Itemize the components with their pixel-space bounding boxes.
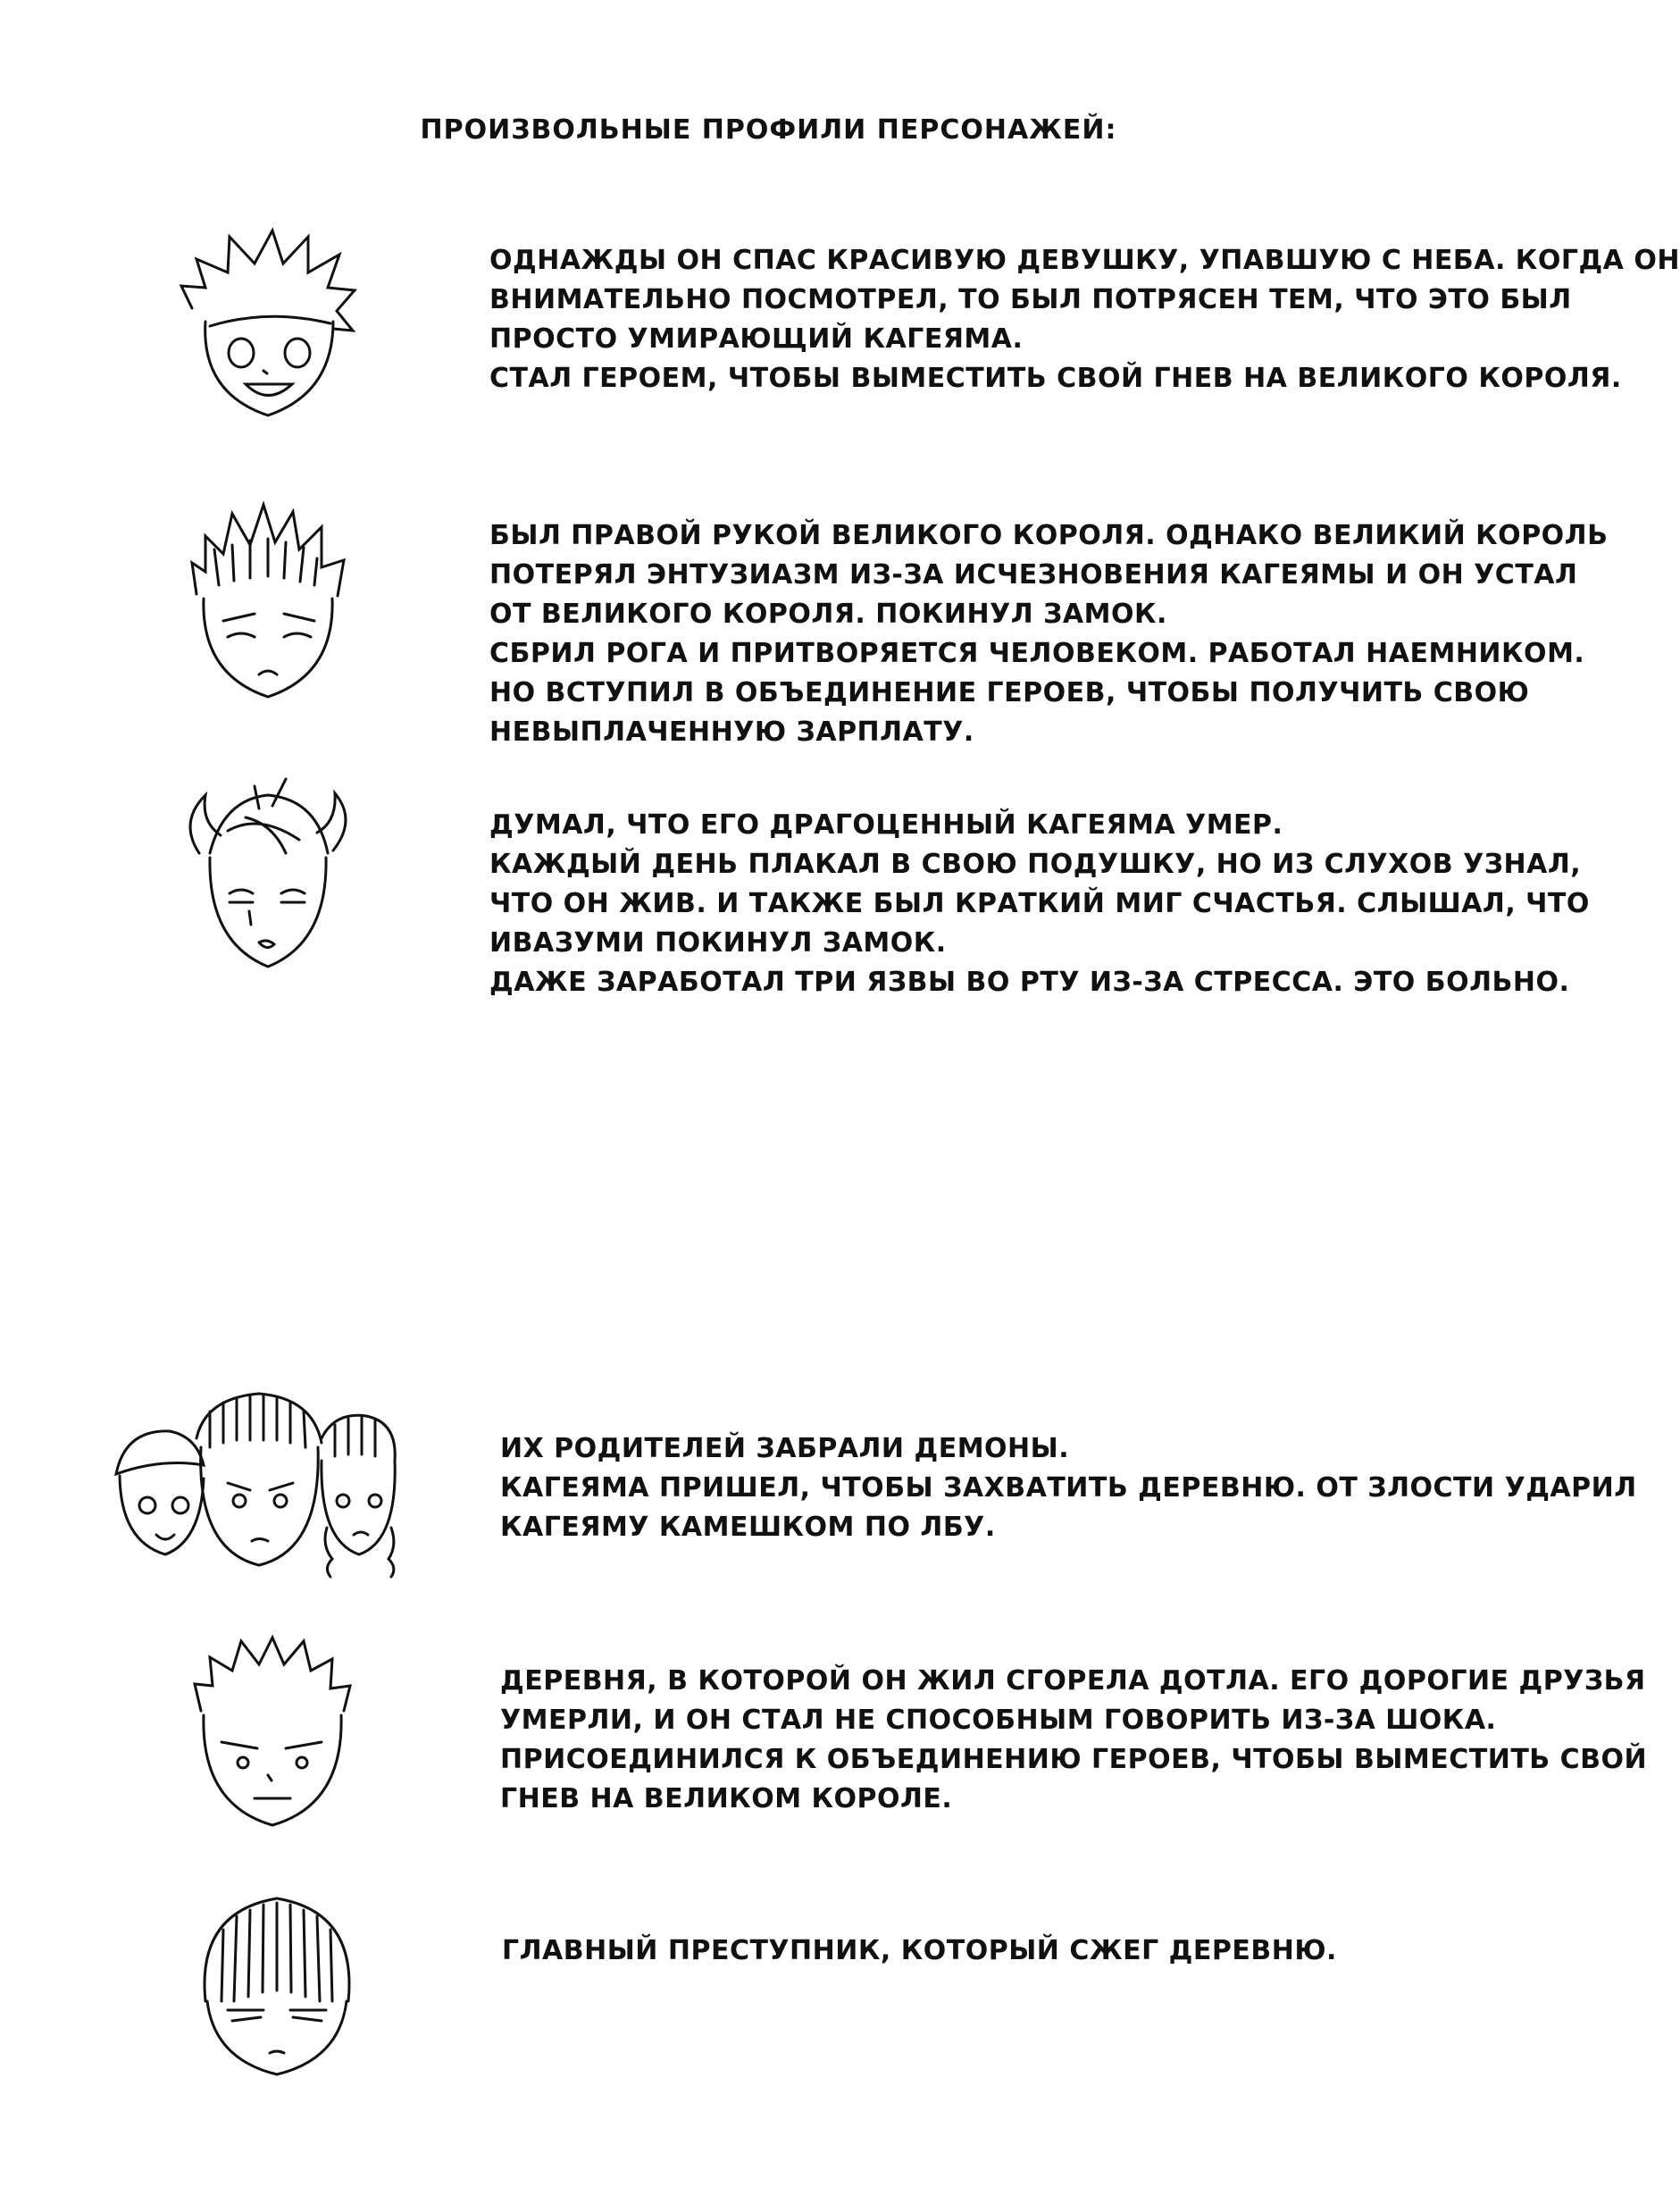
culprit-portrait [188, 1876, 366, 2082]
profile-2-line: НЕВЫПЛАЧЕННУЮ ЗАРПЛАТУ. [489, 716, 974, 748]
profile-2-line: ОТ ВЕЛИКОГО КОРОЛЯ. ПОКИНУЛ ЗАМОК. [489, 599, 1167, 630]
page-title: ПРОИЗВОЛЬНЫЕ ПРОФИЛИ ПЕРСОНАЖЕЙ: [420, 114, 1117, 146]
profile-4-line: ИХ РОДИТЕЛЕЙ ЗАБРАЛИ ДЕМОНЫ. [500, 1433, 1070, 1464]
profile-5-line: ДЕРЕВНЯ, В КОТОРОЙ ОН ЖИЛ СГОРЕЛА ДОТЛА. ЕГО ДОРОГИЕ ДРУЗЬЯ [500, 1665, 1646, 1697]
profile-6-bio [502, 1931, 1337, 1971]
profile-5-line: ПРИСОЕДИНИЛСЯ К ОБЪЕДИНЕНИЮ ГЕРОЕВ, ЧТОБЫ ВЫМЕСТИТЬ СВОЙ [500, 1744, 1648, 1775]
profile-1-line: ПРОСТО УМИРАЮЩИЙ КАГЕЯМА. [489, 323, 1024, 355]
three-kids-portrait [107, 1376, 411, 1581]
profile-3-line: ДАЖЕ ЗАРАБОТАЛ ТРИ ЯЗВЫ ВО РТУ ИЗ-ЗА СТРЕССА. ЭТО БОЛЬНО. [489, 967, 1570, 998]
profile-4-bio [500, 1429, 1637, 1547]
profile-2-line: НО ВСТУПИЛ В ОБЪЕДИНЕНИЕ ГЕРОЕВ, ЧТОБЫ ПОЛУЧИТЬ СВОЮ [489, 677, 1530, 708]
profile-1-bio [489, 241, 1680, 398]
profile-4-line: КАГЕЯМА ПРИШЕЛ, ЧТОБЫ ЗАХВАТИТЬ ДЕРЕВНЮ. ОТ ЗЛОСТИ УДАРИЛ [500, 1472, 1637, 1504]
profile-3-line: ИВАЗУМИ ПОКИНУЛ ЗАМОК. [489, 927, 947, 959]
profile-1-line: ОДНАЖДЫ ОН СПАС КРАСИВУЮ ДЕВУШКУ, УПАВШУЮ С НЕБА. КОГДА ОН [489, 245, 1680, 276]
profile-2-line: СБРИЛ РОГА И ПРИТВОРЯЕТСЯ ЧЕЛОВЕКОМ. РАБОТАЛ НАЕМНИКОМ. [489, 638, 1585, 669]
profile-3-bio [489, 806, 1590, 1002]
profile-5-line: ГНЕВ НА ВЕЛИКОМ КОРОЛЕ. [500, 1783, 953, 1814]
right-hand-portrait [179, 496, 357, 710]
profile-3-line: КАЖДЫЙ ДЕНЬ ПЛАКАЛ В СВОЮ ПОДУШКУ, НО ИЗ СЛУХОВ УЗНАЛ, [489, 849, 1582, 880]
profile-1-line: ВНИМАТЕЛЬНО ПОСМОТРЕЛ, ТО БЫЛ ПОТРЯСЕН ТЕМ, ЧТО ЭТО БЫЛ [489, 284, 1572, 315]
profile-5-line: УМЕРЛИ, И ОН СТАЛ НЕ СПОСОБНЫМ ГОВОРИТЬ ИЗ-ЗА ШОКА. [500, 1705, 1497, 1736]
profile-2-line: БЫЛ ПРАВОЙ РУКОЙ ВЕЛИКОГО КОРОЛЯ. ОДНАКО ВЕЛИКИЙ КОРОЛЬ [489, 520, 1609, 551]
profile-4-line: КАГЕЯМУ КАМЕШКОМ ПО ЛБУ. [500, 1512, 996, 1543]
profile-3-line: ДУМАЛ, ЧТО ЕГО ДРАГОЦЕННЫЙ КАГЕЯМА УМЕР. [489, 809, 1283, 841]
profile-2-line: ПОТЕРЯЛ ЭНТУЗИАЗМ ИЗ-ЗА ИСЧЕЗНОВЕНИЯ КАГЕЯМЫ И ОН УСТАЛ [489, 559, 1578, 591]
profile-5-bio [500, 1662, 1647, 1819]
spiky-hair-hero-portrait [174, 223, 362, 429]
profile-3-line: ЧТО ОН ЖИВ. И ТАКЖЕ БЫЛ КРАТКИЙ МИГ СЧАСТЬЯ. СЛЫШАЛ, ЧТО [489, 888, 1590, 919]
great-king-portrait [174, 768, 362, 983]
profile-6-line: ГЛАВНЫЙ ПРЕСТУПНИК, КОТОРЫЙ СЖЕГ ДЕРЕВНЮ. [502, 1935, 1337, 1966]
profile-1-line: СТАЛ ГЕРОЕМ, ЧТОБЫ ВЫМЕСТИТЬ СВОЙ ГНЕВ НА ВЕЛИКОГО КОРОЛЯ. [489, 363, 1622, 394]
silent-friend-portrait [179, 1621, 366, 1836]
profile-2-bio [489, 516, 1608, 752]
